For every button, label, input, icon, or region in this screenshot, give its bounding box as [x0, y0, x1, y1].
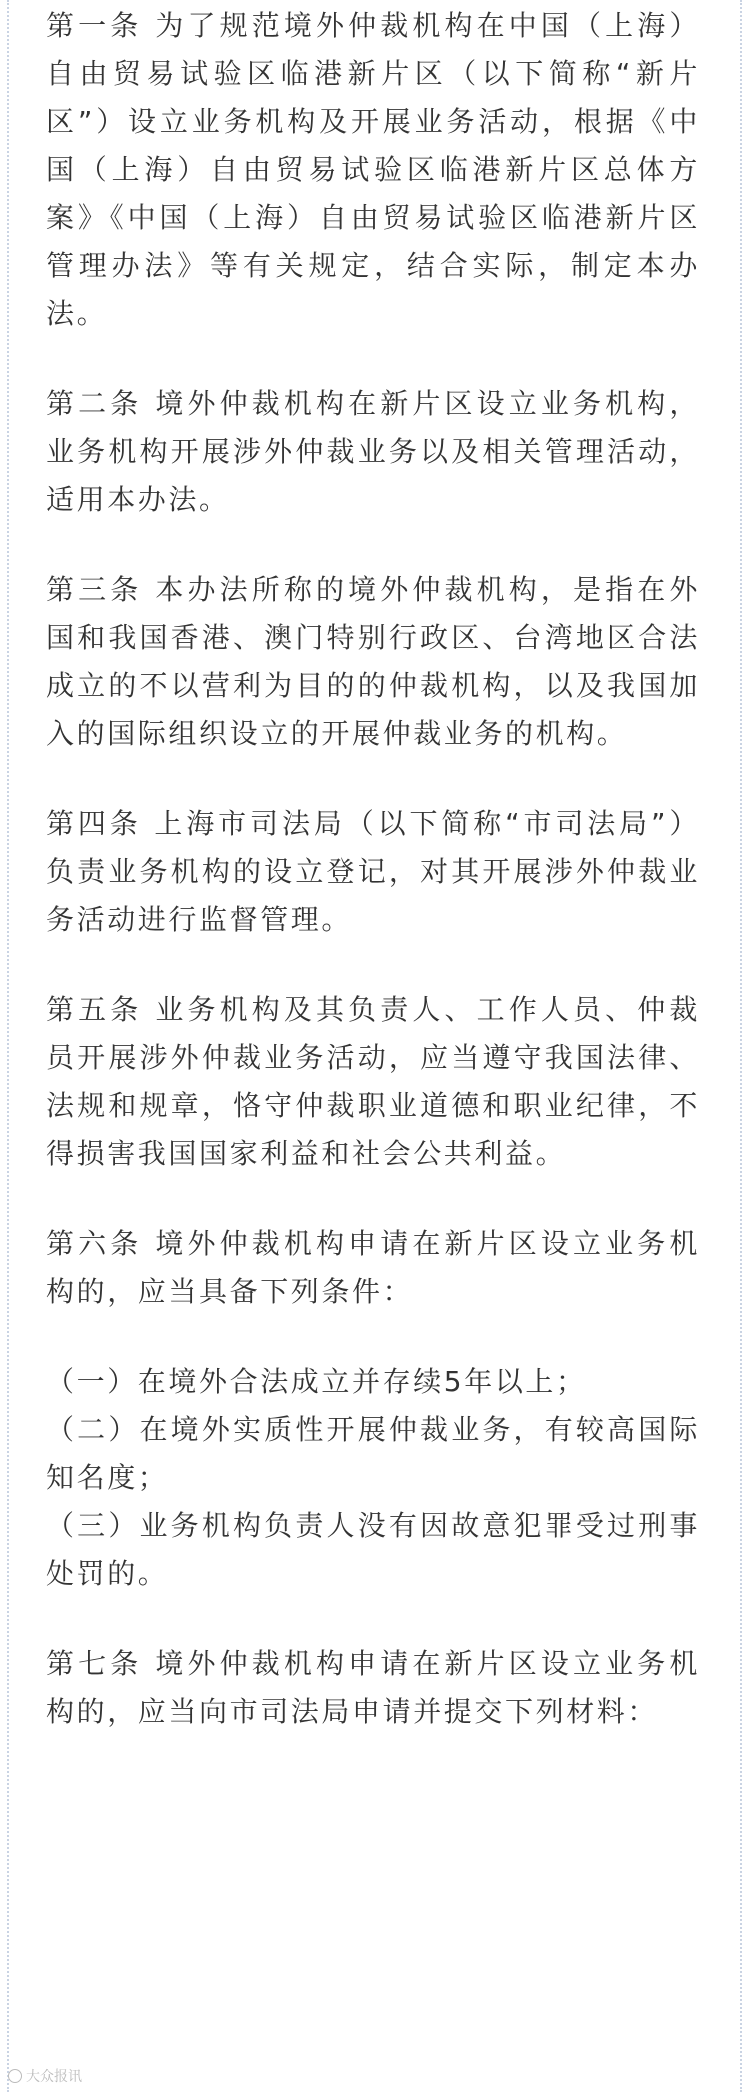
article-6: 第六条 境外仲裁机构申请在新片区设立业务机构的，应当具备下列条件：	[46, 1227, 700, 1308]
left-dotted-border	[7, 0, 9, 2092]
watermark	[8, 2066, 82, 2086]
article-5: 第五条 业务机构及其负责人、工作人员、仲裁员开展涉外仲裁业务活动，应当遵守我国法律、法规和规章，恪守仲裁职业道德和职业纪律，不得损害我国国家利益和社会公共利益。	[46, 993, 700, 1170]
article-1: 第一条 为了规范境外仲裁机构在中国（上海）自由贸易试验区临港新片区（以下简称“新片区”）设立业务机构及开展业务活动，根据《中国（上海）自由贸易试验区临港新片区总体方案》《中国（上海）自由贸易试验区临港新片区管理办法》等有关规定，结合实际，制定本办法。	[46, 9, 700, 330]
article-7: 第七条 境外仲裁机构申请在新片区设立业务机构的，应当向市司法局申请并提交下列材料：	[46, 1647, 700, 1728]
condition-item-3: （三）业务机构负责人没有因故意犯罪受过刑事处罚的。	[46, 1509, 700, 1590]
condition-item-1: （一）在境外合法成立并存续5年以上；	[46, 1365, 587, 1398]
article-4: 第四条 上海市司法局（以下简称“市司法局”）负责业务机构的设立登记，对其开展涉外仲裁业务活动进行监督管理。	[46, 807, 700, 936]
article-body	[46, 2, 700, 1778]
watermark-logo-icon	[8, 2069, 22, 2083]
watermark-text: 大众报讯	[26, 2069, 82, 2085]
condition-item-2: （二）在境外实质性开展仲裁业务，有较高国际知名度；	[46, 1413, 700, 1494]
article-3: 第三条 本办法所称的境外仲裁机构，是指在外国和我国香港、澳门特别行政区、台湾地区合法成立的不以营利为目的的仲裁机构，以及我国加入的国际组织设立的开展仲裁业务的机构。	[46, 573, 700, 750]
article-2: 第二条 境外仲裁机构在新片区设立业务机构，业务机构开展涉外仲裁业务以及相关管理活动，适用本办法。	[46, 387, 700, 516]
right-dotted-border	[740, 0, 742, 2092]
condition-list	[46, 1358, 700, 1598]
